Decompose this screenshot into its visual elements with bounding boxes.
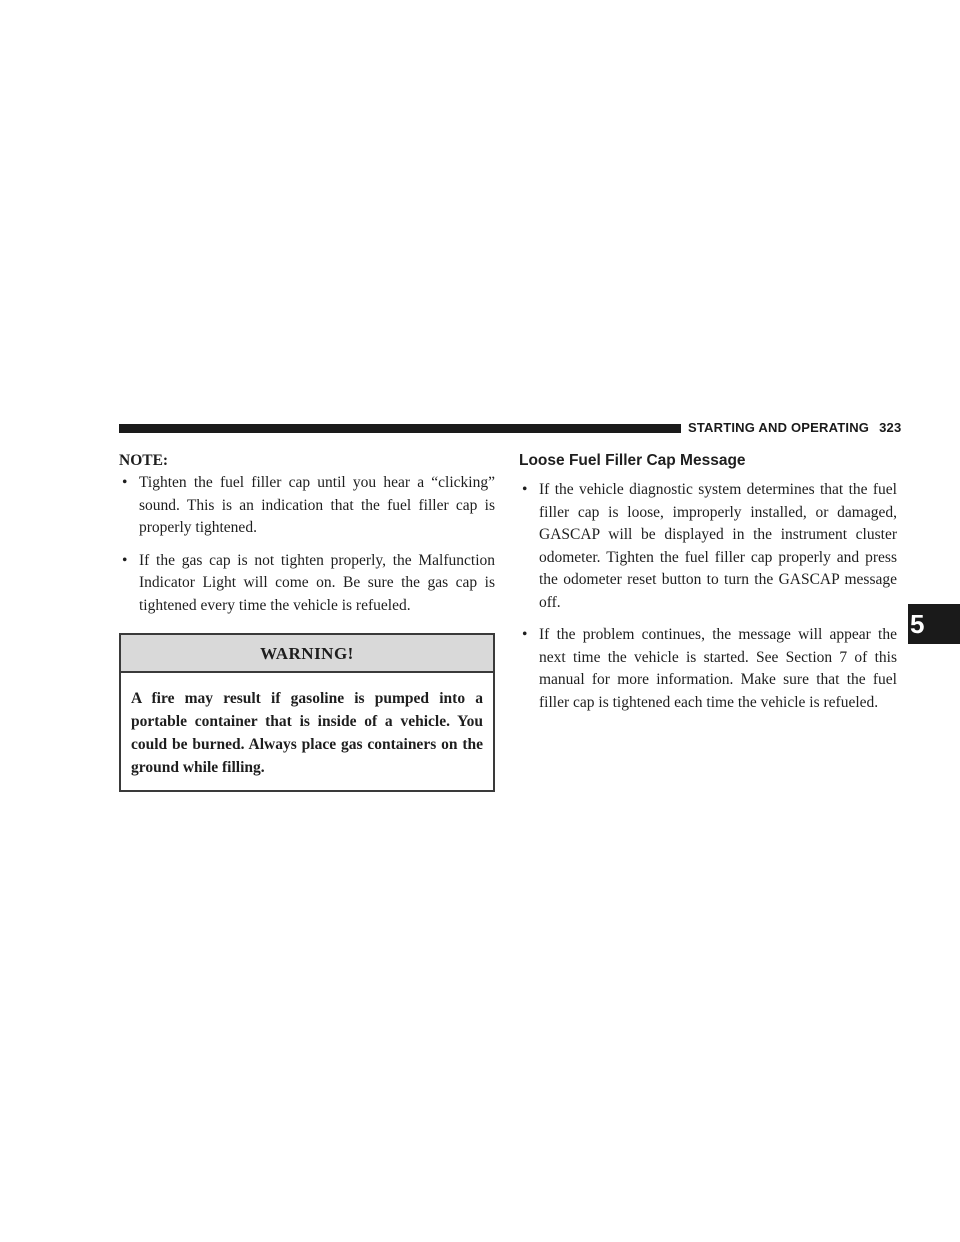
note-label: NOTE: — [119, 452, 169, 469]
right-column — [519, 451, 897, 724]
section-heading: Loose Fuel Filler Cap Message — [519, 452, 746, 469]
gascap-bullet-list — [519, 479, 897, 714]
bullet-icon: • — [522, 481, 528, 498]
section-title: STARTING AND OPERATING — [688, 420, 870, 435]
warning-title: WARNING! — [121, 635, 493, 673]
list-item — [119, 550, 495, 618]
left-column — [119, 451, 495, 792]
list-item — [519, 479, 897, 614]
warning-box — [119, 633, 495, 792]
bullet-icon: • — [122, 474, 128, 491]
chapter-tab: 5 — [908, 604, 960, 644]
list-item — [119, 472, 495, 540]
bullet-icon: • — [522, 626, 528, 643]
bullet-icon: • — [122, 551, 128, 569]
page-number: 323 — [879, 420, 902, 435]
list-item — [519, 624, 897, 714]
warning-body: A fire may result if gasoline is pumped into a portable container that is inside of a vehicle. You could be burned. Always place gas containers on the ground while filling. — [131, 690, 483, 776]
header-rule — [119, 424, 681, 433]
list-item-text: If the problem continues, the message will appear the next time the vehicle is started. See Section 7 of this manual for more information. Make sure that the fuel filler cap is tightened each time the vehicle is refueled. — [539, 626, 897, 711]
running-header — [688, 420, 901, 435]
list-item-text: Tighten the fuel filler cap until you hear a “clicking” sound. This is an indication that the fuel filler cap is properly tightened. — [139, 474, 495, 536]
list-item-text: If the vehicle diagnostic system determines that the fuel filler cap is loose, improperly installed, or damaged, GASCAP will be displayed in the instrument cluster odometer. Tighten the fuel filler cap properly and press the odometer reset button to turn the GASCAP message off. — [539, 481, 897, 611]
note-bullet-list — [119, 472, 495, 617]
list-item-text: If the gas cap is not tighten properly, the Malfunction Indicator Light will come on. Be sure the gas cap is tightened every time the vehicle is refueled. — [139, 551, 495, 614]
